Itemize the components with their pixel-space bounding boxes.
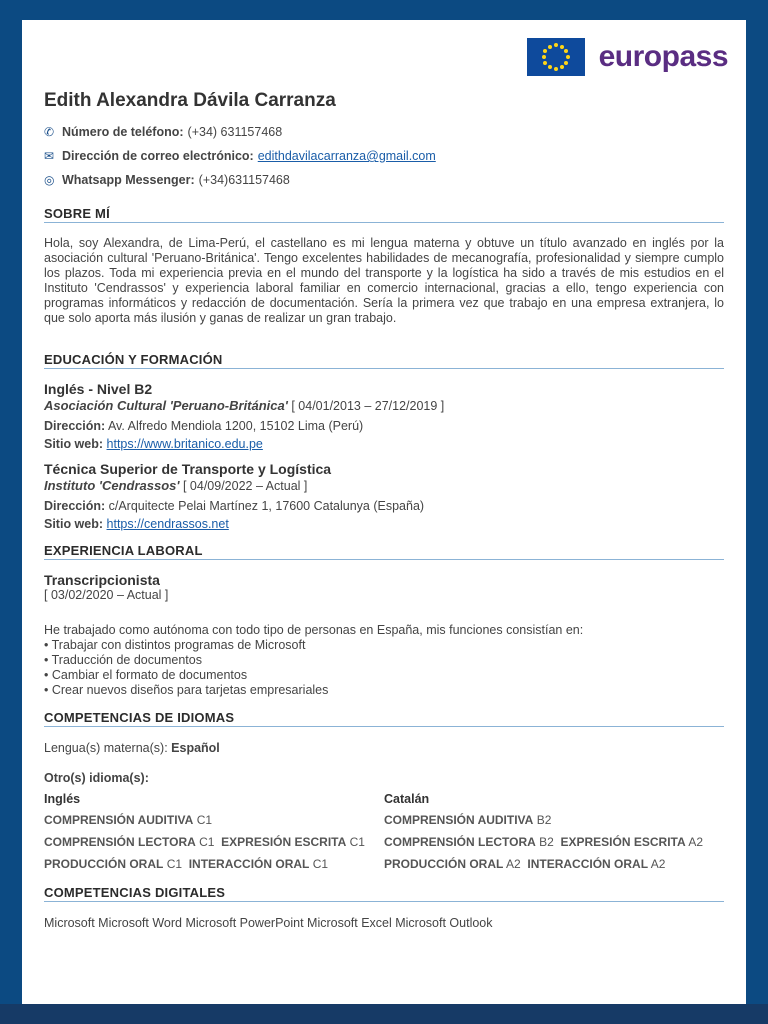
section-title-experience: EXPERIENCIA LABORAL bbox=[44, 543, 724, 560]
flag-star bbox=[554, 67, 558, 71]
job-bullet: • Trabajar con distintos programas de Microsoft bbox=[44, 638, 306, 652]
contact-value: (+34)631157468 bbox=[198, 173, 290, 187]
contact-email bbox=[44, 144, 724, 168]
education-org: Asociación Cultural 'Peruano-Británica' bbox=[44, 398, 288, 413]
flag-star bbox=[564, 49, 568, 53]
job-bullet: • Cambiar el formato de documentos bbox=[44, 668, 248, 682]
education-org-line bbox=[44, 398, 724, 413]
website-link[interactable]: https://www.britanico.edu.pe bbox=[106, 437, 263, 451]
contact-label: Dirección de correo electrónico: bbox=[62, 149, 254, 163]
contact-value: (+34) 631157468 bbox=[187, 125, 283, 139]
flag-star bbox=[548, 65, 552, 69]
website-link[interactable]: https://cendrassos.net bbox=[106, 517, 229, 531]
section-title-education: EDUCACIÓN Y FORMACIÓN bbox=[44, 352, 724, 369]
other-languages-label: Otro(s) idioma(s): bbox=[44, 771, 149, 785]
digital-skills-text: Microsoft Microsoft Word Microsoft PowerPoint Microsoft Excel Microsoft Outlook bbox=[44, 916, 493, 930]
language-name: Catalán bbox=[384, 792, 430, 806]
education-title: Inglés - Nivel B2 bbox=[44, 381, 153, 397]
languages-grid bbox=[44, 789, 724, 875]
language-name: Inglés bbox=[44, 792, 81, 806]
education-dates: [ 04/01/2013 – 27/12/2019 ] bbox=[291, 399, 445, 413]
language-column: Inglés COMPRENSIÓN AUDITIVA C1 COMPRENSIÓN LECTORA C1 EXPRESIÓN ESCRITA C1 PRODUCCIÓN ORAL C1 INTERACCIÓN ORAL C1 bbox=[44, 789, 384, 875]
education-web: Sitio web: https://cendrassos.net bbox=[44, 517, 229, 531]
flag-star bbox=[560, 65, 564, 69]
logo-text: europass bbox=[598, 40, 728, 73]
whatsapp-icon: ◎ bbox=[44, 173, 55, 187]
flag-star bbox=[548, 45, 552, 49]
flag-star bbox=[542, 55, 546, 59]
section-title-languages: COMPETENCIAS DE IDIOMAS bbox=[44, 710, 724, 727]
job-bullet: • Crear nuevos diseños para tarjetas empresariales bbox=[44, 683, 329, 697]
contact-phone bbox=[44, 120, 724, 144]
flag-star bbox=[543, 61, 547, 65]
flag-star bbox=[543, 49, 547, 53]
flag-star bbox=[564, 61, 568, 65]
eu-flag-icon bbox=[527, 38, 585, 76]
about-text: Hola, soy Alexandra, de Lima-Perú, el castellano es mi lengua materna y obtuve un título avanzado en inglés por la asociación cultural 'Peruano-Británica'. Tengo excelentes habilidades de mecanografía, profesionalidad y siempre cumplo los plazos. Toda mi experiencia previa en el mundo del transporte y la logística ha sido a través de mis estudios en el Instituto 'Cendrassos' y experiencia laboral familiar en comercio internacional, gracias a ello, tengo experiencia con programas informáticos y redacción de documentación. Sería la primera vez que trabajo en una empresa extranjera, lo que solo aporta más ilusión y ganas de realizar un gran trabajo. bbox=[44, 236, 724, 325]
flag-star bbox=[554, 43, 558, 47]
job-title: Transcripcionista bbox=[44, 572, 160, 588]
section-title-digital: COMPETENCIAS DIGITALES bbox=[44, 885, 724, 902]
education-address: Dirección: c/Arquitecte Pelai Martínez 1, 17600 Catalunya (España) bbox=[44, 499, 425, 513]
education-web: Sitio web: https://www.britanico.edu.pe bbox=[44, 437, 263, 451]
flag-star bbox=[560, 45, 564, 49]
education-dates: [ 04/09/2022 – Actual ] bbox=[182, 479, 308, 493]
education-org-line bbox=[44, 478, 724, 493]
language-column: Catalán COMPRENSIÓN AUDITIVA B2 COMPRENSIÓN LECTORA B2 EXPRESIÓN ESCRITA A2 PRODUCCIÓN ORAL A2 INTERACCIÓN ORAL A2 bbox=[384, 789, 724, 875]
job-dates: [ 03/02/2020 – Actual ] bbox=[44, 588, 169, 602]
job-bullet: • Traducción de documentos bbox=[44, 653, 202, 667]
job-intro: He trabajado como autónoma con todo tipo de personas en España, mis funciones consistían en: bbox=[44, 623, 584, 637]
contact-label: Whatsapp Messenger: bbox=[62, 173, 195, 187]
europass-logo bbox=[527, 38, 728, 76]
education-title: Técnica Superior de Transporte y Logística bbox=[44, 461, 332, 477]
email-link[interactable]: edithdavilacarranza@gmail.com bbox=[257, 149, 436, 163]
phone-icon: ✆ bbox=[44, 125, 55, 139]
contact-whatsapp bbox=[44, 168, 724, 192]
contact-label: Número de teléfono: bbox=[62, 125, 184, 139]
cv-page bbox=[22, 20, 746, 1004]
person-name: Edith Alexandra Dávila Carranza bbox=[44, 90, 336, 111]
education-address: Dirección: Av. Alfredo Mendiola 1200, 15102 Lima (Perú) bbox=[44, 419, 364, 433]
education-org: Instituto 'Cendrassos' bbox=[44, 478, 180, 493]
mother-tongue: Lengua(s) materna(s): Español bbox=[44, 741, 220, 755]
flag-star bbox=[566, 55, 570, 59]
section-title-about: SOBRE MÍ bbox=[44, 206, 724, 223]
email-icon: ✉ bbox=[44, 149, 55, 163]
